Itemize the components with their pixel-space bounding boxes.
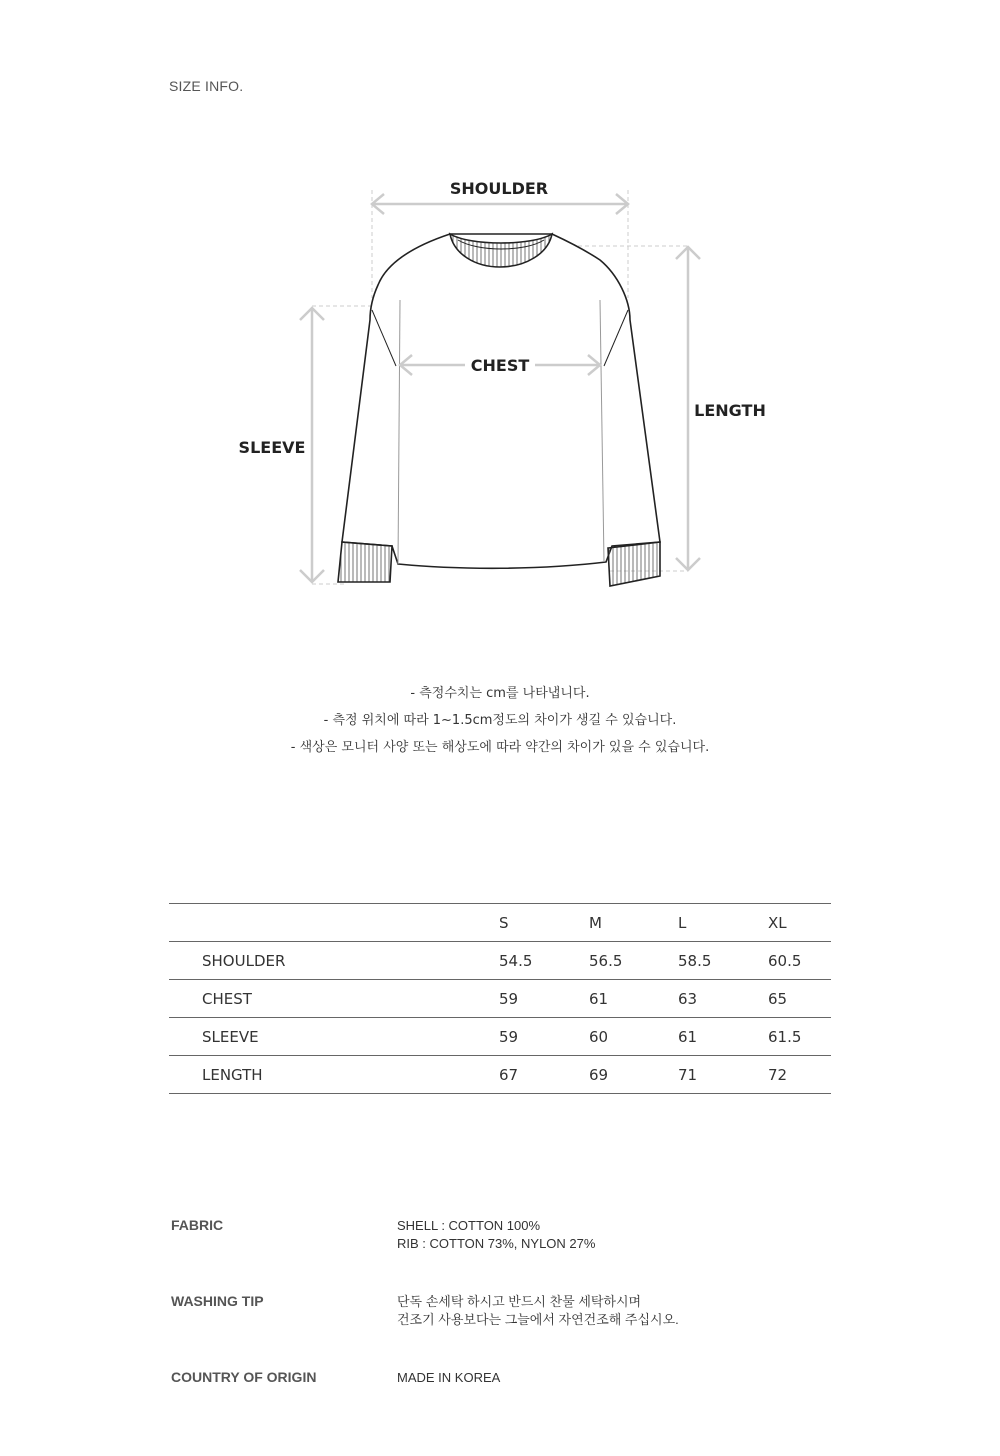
- column-header: XL: [768, 904, 831, 942]
- sweater-icon: [338, 234, 660, 586]
- table-row: [169, 980, 831, 1018]
- fabric-line: RIB : COTTON 73%, NYLON 27%: [397, 1236, 596, 1251]
- fabric-line: SHELL : COTTON 100%: [397, 1218, 541, 1233]
- origin-line: MADE IN KOREA: [397, 1370, 501, 1385]
- fabric-label: FABRIC: [171, 1217, 224, 1233]
- garment-measurement-diagram: [0, 150, 1000, 610]
- sleeve-label: SLEEVE: [238, 438, 306, 457]
- table-cell: 54.5: [499, 942, 589, 980]
- column-header: S: [499, 904, 589, 942]
- column-header: M: [589, 904, 678, 942]
- length-label: LENGTH: [694, 401, 766, 420]
- fabric-value: [397, 1217, 797, 1253]
- table-cell: 61: [589, 980, 678, 1018]
- table-cell: 61: [678, 1018, 768, 1056]
- measurement-notes: [0, 680, 1000, 761]
- washing-tip-value: [397, 1293, 797, 1329]
- table-cell: 58.5: [678, 942, 768, 980]
- washing-tip-label: WASHING TIP: [171, 1293, 264, 1309]
- note-line: - 측정수치는 cm를 나타냅니다.: [410, 686, 590, 701]
- table-cell: 65: [768, 980, 831, 1018]
- table-cell: 56.5: [589, 942, 678, 980]
- table-row: [169, 1056, 831, 1094]
- table-header-empty: [169, 904, 499, 942]
- row-label: SLEEVE: [169, 1018, 499, 1056]
- table-row: [169, 942, 831, 980]
- chest-label: CHEST: [470, 356, 530, 375]
- washing-tip-line: 건조기 사용보다는 그늘에서 자연건조해 주십시오.: [397, 1312, 679, 1327]
- row-label: SHOULDER: [169, 942, 499, 980]
- origin-value: [397, 1369, 797, 1387]
- table-cell: 72: [768, 1056, 831, 1094]
- column-header: L: [678, 904, 768, 942]
- table-cell: 60.5: [768, 942, 831, 980]
- size-chart-table: [169, 903, 831, 1094]
- table-cell: 59: [499, 1018, 589, 1056]
- washing-tip-line: 단독 손세탁 하시고 반드시 찬물 세탁하시며: [397, 1294, 642, 1309]
- note-line: - 측정 위치에 따라 1~1.5cm정도의 차이가 생길 수 있습니다.: [323, 713, 677, 728]
- table-row: [169, 1018, 831, 1056]
- row-label: LENGTH: [169, 1056, 499, 1094]
- origin-label: COUNTRY OF ORIGIN: [171, 1369, 317, 1385]
- shoulder-label: SHOULDER: [449, 179, 549, 198]
- table-cell: 60: [589, 1018, 678, 1056]
- table-cell: 67: [499, 1056, 589, 1094]
- table-cell: 71: [678, 1056, 768, 1094]
- row-label: CHEST: [169, 980, 499, 1018]
- section-title: SIZE INFO.: [169, 78, 244, 94]
- table-cell: 69: [589, 1056, 678, 1094]
- table-cell: 63: [678, 980, 768, 1018]
- table-header-row: [169, 904, 831, 942]
- table-cell: 59: [499, 980, 589, 1018]
- note-line: - 색상은 모니터 사양 또는 해상도에 따라 약간의 차이가 있을 수 있습니다.: [290, 740, 710, 755]
- table-cell: 61.5: [768, 1018, 831, 1056]
